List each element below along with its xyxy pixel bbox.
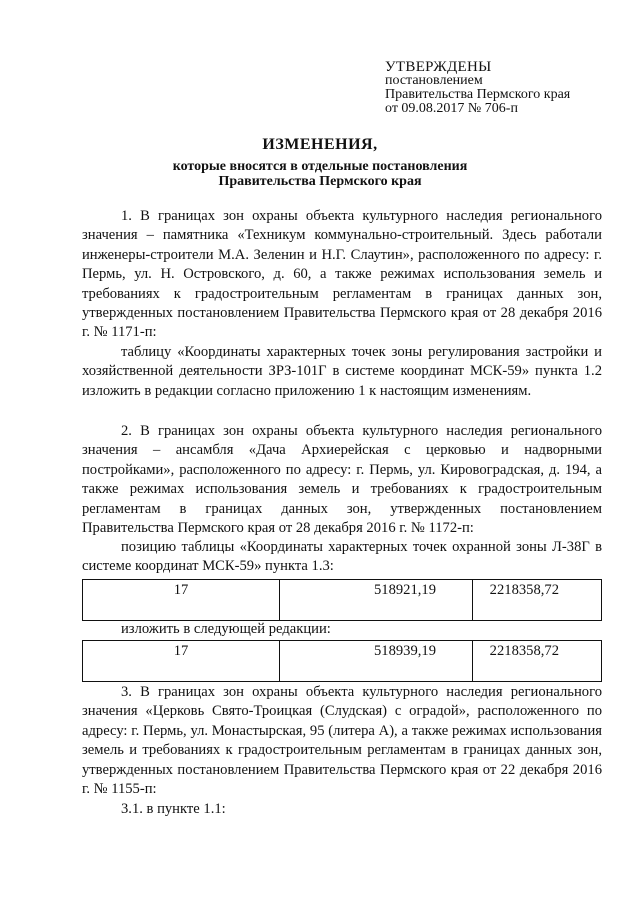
y-coordinate-cell: 2218358,72 bbox=[473, 641, 602, 682]
paragraph-2-table-text: позицию таблицы «Координаты характерных точек охранной зоны Л-38Г в системе координат МСК-59» пункта 1.3: bbox=[82, 539, 602, 575]
coordinates-table-new bbox=[82, 640, 602, 682]
table-row bbox=[83, 641, 602, 682]
paragraph-2: 2. В границах зон охраны объекта культурного наследия регионального значения – ансамбля «Дача Архиерейская с церковью и надворными постройками», расположенного по адресу: г. Пермь, ул. Кировоградская, д. 194, а также режимах использования земель и требованиях к градостроительным регламентам в границах данных зон, утвержденных постановлением Правительства Пермского края от 28 декабря 2016 г. № 1172-п: bbox=[82, 423, 602, 537]
paragraph-1: 1. В границах зон охраны объекта культурного наследия регионального значения – памятника «Техникум коммунально-строительный. Здесь работали инженеры-строители М.А. Зеленин и Н.Г. Слаутин», расположенного по адресу: г. Пермь, ул. Н. Островского, д. 60, а также режимах использования земель и требованиях к градостроительным регламентам в границах данных зон, утвержденных постановлением Правительства Пермского края от 28 декабря 2016 г. № 1171-п: bbox=[82, 208, 602, 341]
subtitle-line-2: Правительства Пермского края bbox=[218, 174, 422, 189]
coordinates-table-old bbox=[82, 579, 602, 621]
y-coordinate-cell: 2218358,72 bbox=[473, 580, 602, 621]
subtitle-line-1: которые вносятся в отдельные постановления bbox=[172, 159, 468, 174]
approval-block bbox=[385, 60, 570, 116]
document-title: ИЗМЕНЕНИЯ, bbox=[262, 136, 378, 153]
paragraph-3: 3. В границах зон охраны объекта культурного наследия регионального значения «Церковь Свято-Троицкая (Слудская) с оградой», расположенного по адресу: г. Пермь, ул. Монастырская, 95 (литера А), а также режимах использования земель и требованиях к градостроительным регламентам в границах данных зон, утвержденных постановлением Правительства Пермского края от 22 декабря 2016 г. № 1155-п: bbox=[82, 684, 602, 798]
approval-title: УТВЕРЖДЕНЫ bbox=[385, 59, 492, 75]
approval-line-2: Правительства Пермского края bbox=[385, 87, 571, 102]
document-subtitle bbox=[0, 159, 640, 189]
approval-line-3: от 09.08.2017 № 706-п bbox=[385, 101, 518, 116]
point-number-cell: 17 bbox=[83, 641, 280, 682]
point-number-cell: 17 bbox=[83, 580, 280, 621]
paragraph-2-replace-text: изложить в следующей редакции: bbox=[121, 621, 331, 637]
table-row bbox=[83, 580, 602, 621]
approval-line-1: постановлением bbox=[385, 73, 483, 88]
x-coordinate-cell: 518921,19 bbox=[280, 580, 473, 621]
x-coordinate-cell: 518939,19 bbox=[280, 641, 473, 682]
paragraph-1-table-text: таблицу «Координаты характерных точек зоны регулирования застройки и хозяйственной деятельности ЗРЗ-101Г в системе координат МСК-59» пункта 1.2 изложить в редакции согласно приложению 1 к настоящим изменениям. bbox=[82, 344, 602, 399]
paragraph-3-1: 3.1. в пункте 1.1: bbox=[121, 801, 226, 817]
